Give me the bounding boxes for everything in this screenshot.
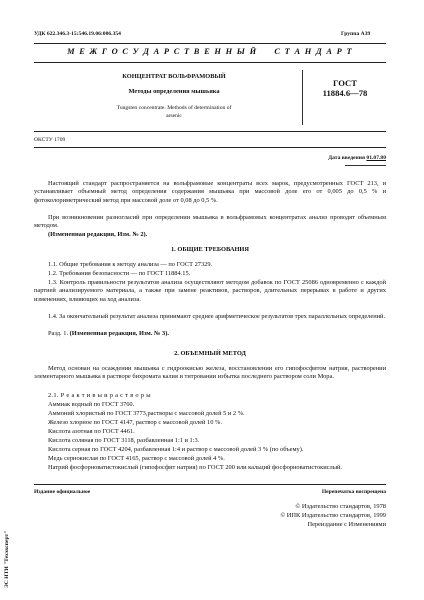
date-rule bbox=[345, 165, 386, 166]
intro-paragraph-1: Настоящий стандарт распространяется на вольфрамовые концентраты всех марок, предусмотренных ГОСТ 213, и устанавливает объемный метод определения содержания мышьяка при массовой доле его от 0,005 до 0,5 % и фотоколориметрический метод при массовой доле от 0,08 до 0,5 %. bbox=[34, 180, 386, 204]
section-2-heading: 2. ОБЪЕМНЫЙ МЕТОД bbox=[174, 350, 246, 357]
reissue-note: Переиздание с Изменениями bbox=[307, 521, 386, 528]
side-watermark: ЭС НТИ "Техэксперт" bbox=[4, 530, 10, 588]
udk-code: УДК 622.346.3-15:546.19.06:006.354 bbox=[34, 31, 121, 37]
english-title-line1: Tungsten concentrate. Methods of determination of bbox=[116, 105, 232, 111]
reprint-notice: Перепечатка воспрещена bbox=[321, 489, 386, 495]
clause-1-2: 1.2. Требования безопасности — по ГОСТ 11884.15. bbox=[48, 270, 191, 277]
clause-1-3: 1.3. Контроль правильности результатов анализа осуществляют методом добавок по ГОСТ 25086 одновременно с каждой партией анализируемого материала, а также при замене реактивов, растворов, длительных перерывах в работе и других изменениях, влияющих на ход анализа. bbox=[34, 279, 386, 303]
intro-amendment: (Измененная редакция, Изм. № 2). bbox=[48, 231, 148, 238]
okstu-code: ОКСТУ 1709 bbox=[34, 137, 66, 143]
gost-number: 11884.6—78 bbox=[322, 88, 368, 98]
section-1-amendment bbox=[34, 330, 386, 338]
reagent-5: Кислота соляная по ГОСТ 3118, разбавленная 1:1 и 1:3. bbox=[48, 437, 200, 444]
reagent-8: Натрий фосфорноватистокислый (гипофосфит натрия) по ГОСТ 200 или кальций фосфорноватистокислый. bbox=[48, 464, 343, 471]
reagent-3: Железо хлорное по ГОСТ 4147, раствор с массовой долей 10 %. bbox=[48, 419, 222, 426]
method-description: Метод основан на осаждении мышьяка с гидроокисью железа, восстановлении его гипофосфитом натрия, растворении элементарного мышьяка в растворе бихромата калия и титровании избытка последнего раствором соли Мора. bbox=[34, 365, 386, 381]
reagent-6: Кислота серная по ГОСТ 4204, разбавленная 1:4 и раствор с массовой долей 3 % (по объему). bbox=[48, 446, 304, 453]
interstate-standard-banner: М Е Ж Г О С У Д А Р С Т В Е Н Н Ы Й С Т А Н Д А Р Т bbox=[67, 47, 353, 56]
okstu-rule bbox=[34, 147, 386, 148]
footer-rule bbox=[34, 484, 386, 485]
intro-date-label: Дата введения bbox=[328, 155, 366, 161]
section-1-heading: 1. ОБЩИЕ ТРЕБОВАНИЯ bbox=[170, 246, 250, 253]
banner-rule bbox=[34, 62, 386, 63]
section-ref: Разд. 1. bbox=[48, 330, 69, 337]
clause-1-1: 1.1. Общие требования к методу анализа — по ГОСТ 27329. bbox=[48, 261, 213, 268]
reagent-7: Медь сернокислая по ГОСТ 4165, раствор с массовой долей 4 %. bbox=[48, 455, 225, 462]
reagents-heading: 2.1. Р е а к т и в ы и р а с т в о р ы bbox=[48, 392, 151, 399]
intro-paragraph-2: При возникновении разногласий при определении мышьяка в вольфрамовых концентратах анализ проводят объемным методом. bbox=[34, 214, 386, 230]
reagent-1: Аммиак водный по ГОСТ 3760. bbox=[48, 401, 135, 408]
intro-date-value: 01.07.80 bbox=[366, 155, 386, 161]
document-subtitle: Методы определения мышьяка bbox=[128, 88, 220, 95]
title-divider bbox=[302, 70, 303, 125]
official-edition: Издание официальное bbox=[34, 489, 91, 495]
copyright-1: © Издательство стандартов, 1978 bbox=[295, 503, 386, 510]
english-title-line2: arsenic bbox=[166, 113, 182, 119]
copyright-2: © ИПК Издательство стандартов, 1999 bbox=[280, 512, 386, 519]
group-code: Группа А39 bbox=[341, 31, 371, 37]
reagent-4: Кислота азотная по ГОСТ 4461. bbox=[48, 428, 135, 435]
gost-label: ГОСТ bbox=[333, 78, 357, 88]
title-bottom-rule bbox=[34, 131, 386, 132]
document-title: КОНЦЕНТРАТ ВОЛЬФРАМОВЫЙ bbox=[122, 73, 226, 80]
clause-1-4: 1.4. За окончательный результат анализа принимают среднее арифметическое результатов трех параллельных определений. bbox=[48, 313, 386, 320]
amendment-note: (Измененная редакция, Изм. № 3). bbox=[69, 330, 169, 337]
intro-date bbox=[280, 155, 386, 162]
reagent-2: Аммоний хлористый по ГОСТ 3773,растворы с массовой долей 5 и 2 %. bbox=[48, 410, 245, 417]
top-rule bbox=[34, 43, 386, 44]
